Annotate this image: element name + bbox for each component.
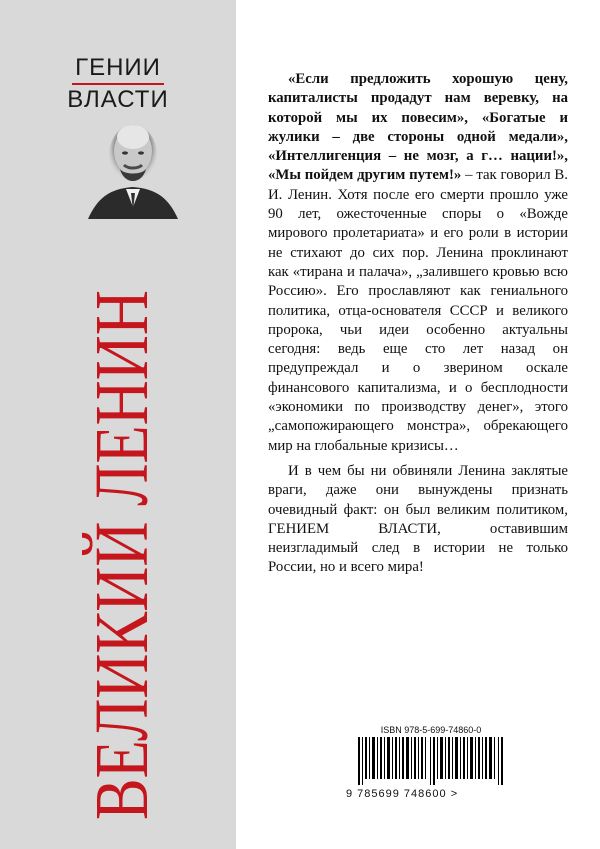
series-line-2: ВЛАСТИ (67, 86, 169, 113)
series-rule (72, 83, 164, 85)
barcode-number: 9 785699 748600 > (346, 788, 459, 800)
vertical-title (79, 285, 169, 825)
blurb-paragraph-1-rest: – так говорил В. И. Ленин. Хотя после его смерти прошло уже 90 лет, ожесточенные споры о «Вожде мирового пролетариата» и его роли в истории не стихают до сих пор. Ленина проклинают как «тирана и палача», „залившего кровью всю Россию». Его прославляют как гениального политика, отца-основателя СССР и великого пророка, чьи идеи особенно актуальны сегодня: ведь еще сто лет назад он предупреждал и о зверином оскале финансового капитализма, и о бесплодности «экономики по производству денег», этого „самопожирающего монстра», обрекающего мир на глобальные кризисы… (268, 167, 568, 454)
blurb-paragraph-1 (268, 70, 568, 456)
isbn-label: ISBN 978-5-699-74860-0 (380, 725, 482, 735)
series-line-1: ГЕНИИ (75, 54, 161, 81)
blurb-text (268, 70, 568, 584)
series-logo (0, 55, 236, 113)
barcode-block (346, 725, 516, 800)
blurb-paragraph-2: И в чем бы ни обвиняли Ленина заклятые враги, даже они вынуждены признать очевидный факт: он был великим политиком, ГЕНИЕМ ВЛАСТИ, оставившим неизгладимый след в истории не только России, но и всего мира! (268, 462, 568, 576)
blurb-quotes: «Если предложить хорошую цену, капиталисты продадут нам веревку, на которой мы их повесим», «Богатые и жулики – две стороны одной медали», «Интеллигенция – не мозг, а г… нации!», «Мы пойдем другим путем!» (268, 71, 568, 184)
portrait-image (88, 115, 178, 219)
barcode-bars (358, 737, 508, 785)
book-title: ВЕЛИКИЙ ЛЕНИН (80, 285, 164, 820)
